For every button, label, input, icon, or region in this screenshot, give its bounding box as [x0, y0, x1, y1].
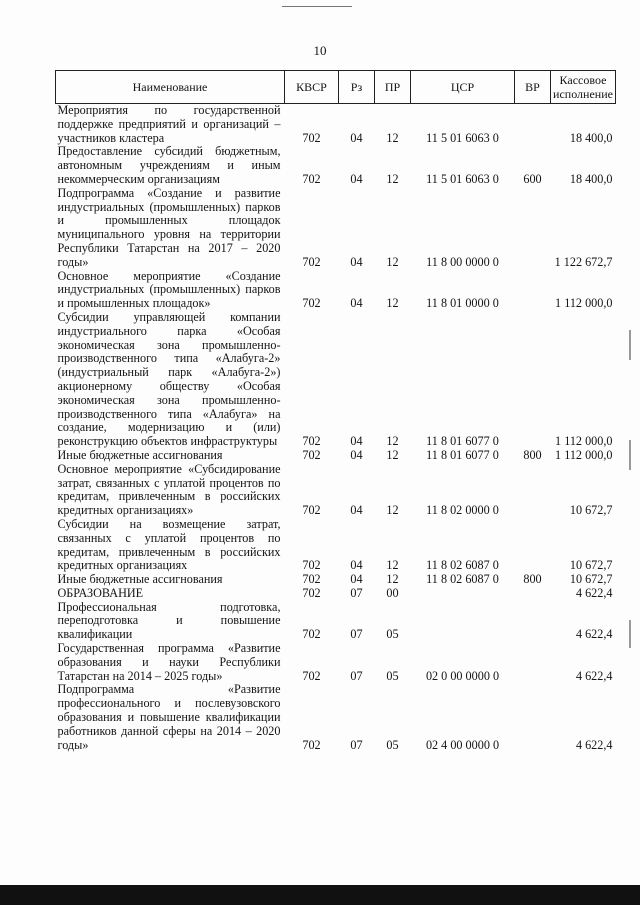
cell-kas: 1 112 000,0: [555, 296, 613, 311]
cell-rz: 07: [350, 737, 363, 752]
page-number: 10: [313, 43, 327, 58]
cell-kvsr: 702: [302, 296, 321, 311]
cell-vr: [515, 187, 551, 270]
scan-bottom-edge: [0, 885, 640, 905]
margin-scan-mark: [629, 620, 631, 648]
cell-vr: [515, 642, 551, 683]
table-row: [56, 187, 616, 270]
cell-name: Подпрограмма «Создание и развитие индустриальных (промышленных) парков и промышленных площадок муниципального уровня на территории Республики Татарстан на 2017 – 2020 годы»: [57, 185, 281, 269]
header-kvsr: КВСР: [285, 71, 339, 104]
cell-rz: 07: [350, 585, 363, 600]
cell-kvsr: 702: [302, 171, 321, 186]
cell-name: ОБРАЗОВАНИЕ: [57, 585, 144, 600]
cell-rz: 04: [350, 447, 363, 462]
cell-rz: 04: [350, 434, 363, 449]
table-body: [56, 104, 616, 753]
cell-pr: 12: [386, 171, 399, 186]
cell-rz: 07: [350, 627, 363, 642]
cell-name: Мероприятия по государственной поддержке предприятий и организаций – участников кластера: [57, 103, 281, 145]
table-row: [56, 145, 616, 186]
cell-kas: 4 622,4: [575, 585, 613, 600]
cell-csr: 02 4 00 0000 0: [425, 737, 500, 752]
cell-kas: 4 622,4: [575, 737, 613, 752]
cell-vr: 600: [523, 171, 542, 186]
cell-kvsr: 702: [302, 558, 321, 573]
table-row: [56, 587, 616, 601]
table-row: [56, 449, 616, 463]
cell-kvsr: 702: [302, 130, 321, 145]
cell-vr: [515, 311, 551, 449]
cell-rz: 04: [350, 171, 363, 186]
table-row: [56, 683, 616, 752]
cell-kas: 1 122 672,7: [554, 254, 613, 269]
header-name: Наименование: [56, 71, 285, 104]
table-header-row: [56, 71, 616, 104]
cell-kas: 10 672,7: [569, 503, 613, 518]
cell-kvsr: 702: [302, 572, 321, 587]
table-row: [56, 311, 616, 449]
cell-pr: 00: [386, 585, 399, 600]
cell-csr: 11 8 00 0000 0: [426, 254, 499, 269]
cell-pr: 12: [386, 296, 399, 311]
margin-scan-mark: [629, 440, 631, 470]
cell-name: Иные бюджетные ассигнования: [57, 447, 223, 462]
cell-rz: 04: [350, 130, 363, 145]
cell-kvsr: 702: [302, 254, 321, 269]
cell-csr: 11 8 02 6087 0: [426, 558, 499, 573]
cell-pr: 05: [386, 627, 399, 642]
header-rz: Рз: [339, 71, 375, 104]
cell-kvsr: 702: [302, 627, 321, 642]
cell-vr: 800: [523, 572, 542, 587]
table-row: [56, 573, 616, 587]
cell-pr: 12: [386, 503, 399, 518]
cell-kvsr: 702: [302, 434, 321, 449]
cell-name: Основное мероприятие «Субсидирование затрат, связанных с уплатой процентов по кредитам, привлеченным в российских кредитных организациях»: [57, 461, 281, 518]
budget-execution-table: [55, 70, 616, 752]
header-vr: ВР: [515, 71, 551, 104]
cell-vr: [515, 463, 551, 518]
cell-name: Предоставление субсидий бюджетным, автономным учреждениям и иным некоммерческим организациям: [57, 144, 281, 186]
cell-rz: 04: [350, 558, 363, 573]
cell-kvsr: 702: [302, 503, 321, 518]
table-row: [56, 270, 616, 311]
cell-pr: 05: [386, 737, 399, 752]
cell-csr: 02 0 00 0000 0: [425, 668, 500, 683]
cell-vr: [515, 270, 551, 311]
cell-name: Государственная программа «Развитие образования и науки Республики Татарстан на 2014 – 2025 годы»: [57, 641, 281, 683]
cell-vr: [515, 601, 551, 642]
table-row: [56, 104, 616, 146]
cell-kvsr: 702: [302, 585, 321, 600]
cell-vr: [515, 587, 551, 601]
cell-csr: [411, 601, 515, 642]
cell-kas: 18 400,0: [569, 171, 613, 186]
cell-rz: 04: [350, 296, 363, 311]
cell-rz: 04: [350, 572, 363, 587]
cell-csr: 11 8 01 6077 0: [426, 434, 499, 449]
cell-pr: 12: [386, 558, 399, 573]
cell-name: Субсидии управляющей компании индустриального парка «Особая экономическая зона промышленно-производственного типа «Алабуга-2» (индустриальный парк «Алабуга-2») акционерному обществу «Особая экономическая зона промышленно-производственного типа «Алабуга» на создание, модернизацию и (или) реконструкцию объектов инфраструктуры: [57, 309, 281, 449]
header-csr: ЦСР: [411, 71, 515, 104]
cell-csr: 11 5 01 6063 0: [426, 130, 499, 145]
cell-pr: 12: [386, 254, 399, 269]
cell-pr: 05: [386, 668, 399, 683]
header-kassovoe: Кассовое исполнение: [551, 71, 616, 104]
cell-rz: 04: [350, 254, 363, 269]
cell-csr: [411, 587, 515, 601]
table-row: [56, 463, 616, 518]
cell-kas: 4 622,4: [575, 668, 613, 683]
cell-vr: [515, 104, 551, 146]
cell-name: Профессиональная подготовка, переподготовка и повышение квалификации: [57, 599, 281, 642]
cell-kvsr: 702: [302, 447, 321, 462]
cell-kvsr: 702: [302, 737, 321, 752]
cell-kas: 18 400,0: [569, 130, 613, 145]
margin-scan-mark: [629, 330, 631, 360]
cell-pr: 12: [386, 572, 399, 587]
cell-name: Иные бюджетные ассигнования: [57, 572, 223, 587]
cell-pr: 12: [386, 447, 399, 462]
cell-vr: 800: [523, 447, 542, 462]
cell-csr: 11 8 02 0000 0: [426, 503, 499, 518]
cell-rz: 07: [350, 668, 363, 683]
cell-pr: 12: [386, 130, 399, 145]
table-row: [56, 518, 616, 573]
cell-csr: 11 8 02 6087 0: [426, 572, 499, 587]
cell-vr: [515, 518, 551, 573]
cell-vr: [515, 683, 551, 752]
cell-kas: 10 672,7: [569, 572, 613, 587]
cell-kas: 1 112 000,0: [555, 434, 613, 449]
cell-name: Субсидии на возмещение затрат, связанных с уплатой процентов по кредитам, привлеченным в российских кредитных организациях: [57, 516, 281, 573]
table-row: [56, 642, 616, 683]
cell-kas: 1 112 000,0: [555, 447, 613, 462]
cell-kas: 10 672,7: [569, 558, 613, 573]
header-pr: ПР: [375, 71, 411, 104]
cell-name: Подпрограмма «Развитие профессионального и послевузовского образования и повышение квалификации работников данной сферы на 2014 – 2020 годы»: [57, 682, 281, 752]
table-row: [56, 601, 616, 642]
top-edge-rule: [282, 6, 352, 7]
cell-kas: 4 622,4: [575, 627, 613, 642]
cell-csr: 11 8 01 0000 0: [426, 296, 499, 311]
cell-pr: 12: [386, 434, 399, 449]
cell-kvsr: 702: [302, 668, 321, 683]
cell-name: Основное мероприятие «Создание индустриальных (промышленных) парков и промышленных площадок»: [57, 268, 281, 311]
cell-csr: 11 5 01 6063 0: [426, 171, 499, 186]
cell-csr: 11 8 01 6077 0: [426, 447, 499, 462]
cell-rz: 04: [350, 503, 363, 518]
